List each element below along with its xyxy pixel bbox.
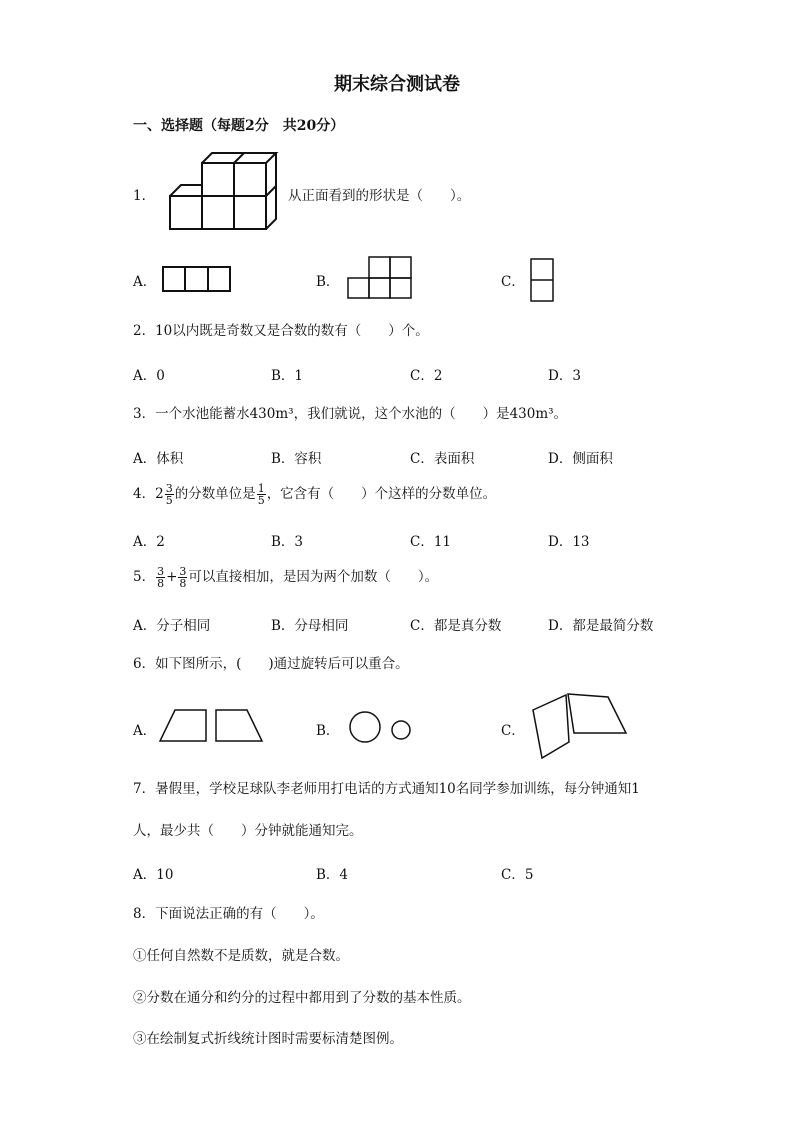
q2-option-d[interactable]: D．3 [548,368,581,384]
q6-option-a-trapezoids [158,708,264,744]
q3-text: 3．一个水池能蓄水430m³，我们就说，这个水池的（ ）是430m³。 [133,406,568,422]
q5-fraction-1-denominator: 8 [157,577,165,590]
q4-text [133,483,496,506]
q5-fraction-1 [156,566,165,589]
q4-option-a[interactable]: A．2 [133,534,165,550]
q6-option-b-circles [348,710,414,744]
q7-text-line-2: 人，最少共（ ）分钟就能通知完。 [133,823,363,839]
q4-middle: 的分数单位是 [174,486,256,502]
q1-cube-figure [168,150,280,232]
q5-text [133,566,438,589]
q5-option-d[interactable]: D．都是最简分数 [548,618,654,634]
q8-statement-2: ②分数在通分和约分的过程中都用到了分数的基本性质。 [133,990,471,1006]
q8-statement-3: ③在绘制复式折线统计图时需要标清楚图例。 [133,1031,403,1047]
q1-option-c[interactable]: C． [501,274,525,290]
q7-option-a[interactable]: A．10 [133,867,174,883]
q8-text: 8．下面说法正确的有（ ）。 [133,906,324,922]
q5-fraction-2-numerator: 3 [179,565,187,578]
q2-option-a[interactable]: A．0 [133,368,165,384]
q2-text: 2．10以内既是奇数又是合数的数有（ ）个。 [133,323,429,339]
page-title: 期末综合测试卷 [334,74,460,95]
q3-option-a[interactable]: A．体积 [133,451,184,467]
q4-option-c[interactable]: C．11 [410,534,452,550]
q7-text-line-1: 7．暑假里，学校足球队李老师用打电话的方式通知10名同学参加训练，每分钟通知1 [133,781,640,797]
q1-option-c-shape [530,258,556,304]
q2-option-b[interactable]: B．1 [271,368,304,384]
q4-option-d[interactable]: D．13 [548,534,590,550]
q5-suffix: 可以直接相加，是因为两个加数（ ）。 [188,569,439,585]
q1-text: 从正面看到的形状是（ ）。 [288,188,471,204]
q6-option-b[interactable]: B． [316,723,340,739]
q3-option-d[interactable]: D．侧面积 [548,451,613,467]
q4-option-b[interactable]: B．3 [271,534,304,550]
q4-whole-number: 2 [155,486,164,502]
q6-option-a[interactable]: A． [133,723,157,739]
q4-fraction-1-numerator: 3 [165,482,173,495]
q4-prefix: 4． [133,486,156,502]
section-heading: 一、选择题（每题2分 共20分） [133,118,345,134]
q4-suffix: ，它含有（ ）个这样的分数单位。 [266,486,497,502]
q5-prefix: 5． [133,569,156,585]
q6-option-c-quadrilaterals [530,692,630,760]
q7-option-b[interactable]: B．4 [316,867,349,883]
q6-text: 6．如下图所示，( )通过旋转后可以重合。 [133,656,409,672]
q5-plus-sign: + [166,569,178,585]
q4-fraction-2 [257,483,266,506]
q3-option-c[interactable]: C．表面积 [410,451,475,467]
q5-option-b[interactable]: B．分母相同 [271,618,349,634]
q5-option-a[interactable]: A．分子相同 [133,618,211,634]
q4-fraction-2-denominator: 5 [257,494,265,507]
q8-statement-1: ①任何自然数不是质数，就是合数。 [133,948,349,964]
q4-fraction-1-denominator: 5 [165,494,173,507]
q6-option-c[interactable]: C． [501,723,525,739]
q5-fraction-2 [178,566,187,589]
q1-option-a[interactable]: A． [133,274,157,290]
q5-fraction-2-denominator: 8 [179,577,187,590]
q1-option-b-shape [347,256,413,300]
q5-option-c[interactable]: C．都是真分数 [410,618,502,634]
q1-option-b[interactable]: B． [316,274,340,290]
q4-fraction-1 [165,483,174,506]
q5-fraction-1-numerator: 3 [157,565,165,578]
q1-number: 1． [133,188,156,204]
q3-option-b[interactable]: B．容积 [271,451,322,467]
q2-option-c[interactable]: C．2 [410,368,443,384]
q1-option-a-shape [162,266,232,294]
q7-option-c[interactable]: C．5 [501,867,534,883]
q4-fraction-2-numerator: 1 [257,482,265,495]
